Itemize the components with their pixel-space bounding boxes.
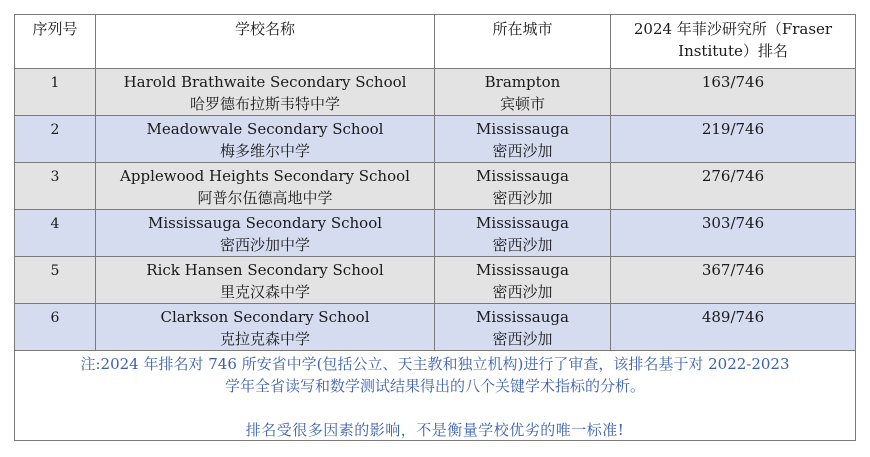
school-name-zh: 阿普尔伍德高地中学: [197, 189, 333, 207]
city-en: Mississauga: [476, 214, 569, 232]
school-name-en: Clarkson Secondary School: [160, 308, 370, 326]
city-zh: 宾顿市: [499, 95, 545, 113]
city-en: Mississauga: [476, 261, 569, 279]
city-cell: [435, 304, 611, 351]
city-en: Mississauga: [476, 120, 569, 138]
city-cell: [435, 116, 611, 163]
note-line-1: 注:2024 年排名对 746 所安省中学(包括公立、天主教和独立机构)进行了审查，该排名基于对 2022-2023: [80, 355, 790, 373]
note-line-2: 学年全省读写和数学测试结果得出的八个关键学术指标的分析。: [224, 377, 645, 395]
row-number: 4: [15, 210, 96, 257]
rank-cell: 489/746: [611, 304, 856, 351]
city-zh: 密西沙加: [492, 330, 553, 348]
ranking-document: [14, 14, 856, 441]
city-zh: 密西沙加: [492, 142, 553, 160]
table-row: [15, 210, 856, 257]
city-zh: 密西沙加: [492, 236, 553, 254]
city-cell: [435, 69, 611, 116]
table-row: [15, 257, 856, 304]
school-name-en: Harold Brathwaite Secondary School: [123, 73, 407, 91]
school-name-en: Applewood Heights Secondary School: [120, 167, 410, 185]
note-warning: 排名受很多因素的影响，不是衡量学校优劣的唯一标准!: [245, 421, 625, 439]
school-name-cell: [96, 304, 435, 351]
school-name-zh: 密西沙加中学: [219, 236, 310, 254]
city-cell: [435, 210, 611, 257]
table-row: [15, 116, 856, 163]
school-name-cell: [96, 163, 435, 210]
school-name-zh: 里克汉森中学: [219, 283, 310, 301]
school-name-cell: [96, 116, 435, 163]
row-number: 6: [15, 304, 96, 351]
table-row: [15, 69, 856, 116]
rank-cell: 276/746: [611, 163, 856, 210]
school-ranking-table: [14, 14, 856, 351]
city-zh: 密西沙加: [492, 283, 553, 301]
header-serial-number: 序列号: [15, 15, 96, 69]
table-row: [15, 304, 856, 351]
school-name-en: Mississauga Secondary School: [147, 214, 383, 232]
school-name-cell: [96, 257, 435, 304]
city-zh: 密西沙加: [492, 189, 553, 207]
row-number: 2: [15, 116, 96, 163]
rank-cell: 303/746: [611, 210, 856, 257]
row-number: 1: [15, 69, 96, 116]
school-name-en: Rick Hansen Secondary School: [146, 261, 384, 279]
school-name-zh: 梅多维尔中学: [219, 142, 310, 160]
note-spacer: [15, 397, 855, 419]
rank-cell: 367/746: [611, 257, 856, 304]
city-en: Mississauga: [476, 167, 569, 185]
ranking-note: [14, 351, 856, 441]
city-en: Mississauga: [476, 308, 569, 326]
header-city: 所在城市: [435, 15, 611, 69]
school-name-en: Meadowvale Secondary School: [146, 120, 384, 138]
school-name-zh: 克拉克森中学: [219, 330, 310, 348]
header-school-name: 学校名称: [96, 15, 435, 69]
header-fraser-ranking: 2024 年菲沙研究所（Fraser Institute）排名: [611, 15, 856, 69]
table-header-row: [15, 15, 856, 69]
city-en: Brampton: [484, 73, 561, 91]
school-name-zh: 哈罗德布拉斯韦特中学: [189, 95, 340, 113]
rank-cell: 163/746: [611, 69, 856, 116]
city-cell: [435, 257, 611, 304]
row-number: 5: [15, 257, 96, 304]
rank-cell: 219/746: [611, 116, 856, 163]
school-name-cell: [96, 69, 435, 116]
school-name-cell: [96, 210, 435, 257]
table-row: [15, 163, 856, 210]
city-cell: [435, 163, 611, 210]
row-number: 3: [15, 163, 96, 210]
